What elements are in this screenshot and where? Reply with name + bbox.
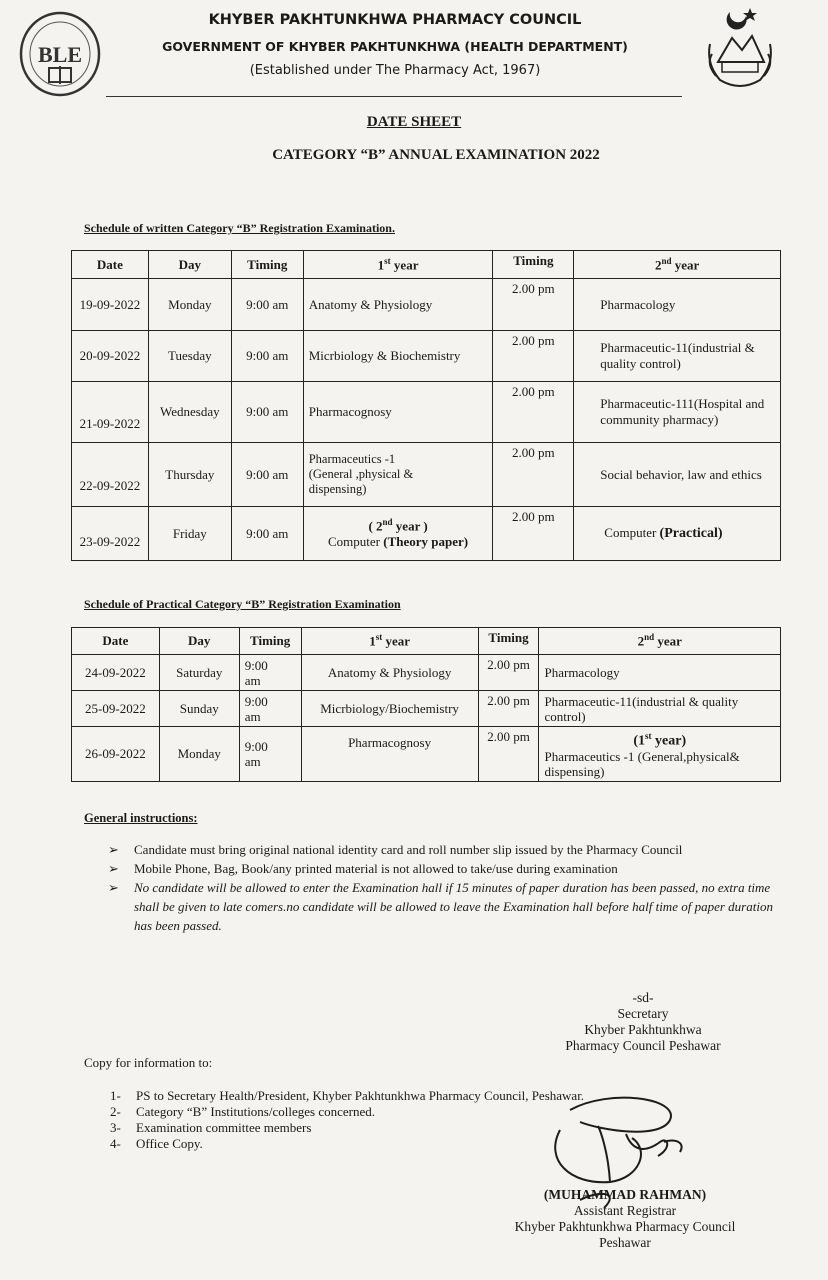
government-line: GOVERNMENT OF KHYBER PAKHTUNKHWA (HEALTH DEPARTMENT) [162, 39, 628, 54]
cell-timing-2: 2.00 pm [493, 443, 574, 507]
col-timing: Timing [231, 251, 303, 279]
registrar-block: (MUHAMMAD RAHMAN) Assistant Registrar Khyber Pakhtunkhwa Pharmacy Council Peshawar [514, 1187, 736, 1250]
col-date: Date [72, 628, 160, 655]
arrow-bullet-icon: ➢ [108, 842, 119, 857]
cell-date: 26-09-2022 [72, 727, 160, 782]
cell-first-year: Anatomy & Physiology [301, 655, 478, 691]
cell-day: Wednesday [148, 382, 231, 443]
col-first-year: 1st year [303, 251, 493, 279]
table-row [72, 691, 781, 727]
secretary-block: -sd- Secretary Khyber Pakhtunkhwa Pharmacy Council Peshawar [565, 990, 721, 1053]
cell-timing: 9:00 am [239, 691, 301, 727]
col-date: Date [72, 251, 149, 279]
cell-timing-2: 2.00 pm [493, 507, 574, 561]
cell-day: Sunday [159, 691, 239, 727]
table-row [72, 331, 781, 382]
cell-first-year: ( 2nd year ) Computer (Theory paper) [303, 507, 493, 561]
cell-first-year: Pharmacognosy [301, 727, 478, 782]
cell-first-year: Pharmaceutics -1 (General ,physical & dispensing) [303, 443, 493, 507]
written-schedule-table [71, 250, 781, 561]
cell-date: 19-09-2022 [72, 279, 149, 331]
cell-timing-2: 2.00 pm [493, 331, 574, 382]
col-second-year: 2nd year [574, 251, 781, 279]
kp-government-emblem [700, 4, 780, 94]
cell-second-year: Computer (Practical) [574, 507, 781, 561]
cell-second-year: Social behavior, law and ethics [574, 443, 781, 507]
pharmacy-council-logo [18, 10, 102, 98]
cell-second-year: Pharmaceutic-111(Hospital and community pharmacy) [574, 382, 781, 443]
col-timing: Timing [239, 628, 301, 655]
cell-date: 21-09-2022 [72, 382, 149, 443]
list-item: 1- PS to Secretary Health/President, Khyber Pakhtunkhwa Pharmacy Council, Peshawar. [110, 1088, 585, 1103]
table-row [72, 443, 781, 507]
col-timing-2: Timing [493, 251, 574, 279]
col-day: Day [148, 251, 231, 279]
arrow-bullet-icon: ➢ [108, 880, 119, 895]
col-second-year: 2nd year [539, 628, 781, 655]
cell-timing-2: 2.00 pm [493, 279, 574, 331]
cell-timing-2: 2.00 pm [478, 727, 539, 782]
cell-timing: 9:00 am [231, 382, 303, 443]
col-day: Day [159, 628, 239, 655]
cell-first-year: Anatomy & Physiology [303, 279, 493, 331]
list-item: 4- Office Copy. [110, 1136, 203, 1151]
year-note: (1st year) [633, 731, 687, 749]
svg-text:BLE: BLE [37, 42, 83, 67]
table-row [72, 279, 781, 331]
list-item: ➢ No candidate will be allowed to enter the Examination hall if 15 minutes of paper duration has been passed, no extra time shall be given to late comers.no candidate will be allowed to leave the Examination hall before half time of paper duration has been passed. [108, 880, 773, 933]
cell-first-year: Micrbiology/Biochemistry [301, 691, 478, 727]
doc-title: DATE SHEET [366, 114, 462, 130]
year-note: ( 2nd year ) [368, 516, 428, 534]
cell-day: Tuesday [148, 331, 231, 382]
cell-date: 22-09-2022 [72, 443, 149, 507]
cell-timing-2: 2.00 pm [493, 382, 574, 443]
cell-second-year: Pharmaceutic-11(industrial & quality control) [539, 691, 781, 727]
doc-subtitle: CATEGORY “B” ANNUAL EXAMINATION 2022 [272, 147, 600, 163]
table-row [72, 655, 781, 691]
cell-date: 23-09-2022 [72, 507, 149, 561]
copy-heading: Copy for information to: [84, 1055, 213, 1070]
instructions-heading: General instructions: [84, 811, 198, 825]
org-name: KHYBER PAKHTUNKHWA PHARMACY COUNCIL [208, 12, 582, 28]
instructions-list [108, 840, 778, 935]
list-item: 2- Category “B” Institutions/colleges concerned. [110, 1104, 375, 1119]
cell-second-year: Pharmacology [574, 279, 781, 331]
col-first-year: 1st year [301, 628, 478, 655]
cell-day: Saturday [159, 655, 239, 691]
cell-date: 20-09-2022 [72, 331, 149, 382]
list-item: ➢ Candidate must bring original national identity card and roll number slip issued by the Pharmacy Council [108, 842, 683, 857]
cell-timing-2: 2.00 pm [478, 655, 539, 691]
table-row [72, 507, 781, 561]
cell-second-year: Pharmacology [539, 655, 781, 691]
cell-timing: 9:00 am [231, 443, 303, 507]
cell-day: Monday [148, 279, 231, 331]
header-rule [106, 96, 682, 97]
cell-day: Monday [159, 727, 239, 782]
table-row [72, 727, 781, 782]
cell-first-year: Micrbiology & Biochemistry [303, 331, 493, 382]
cell-timing-2: 2.00 pm [478, 691, 539, 727]
cell-timing: 9:00 am [231, 507, 303, 561]
cell-timing: 9:00 am [231, 331, 303, 382]
cell-timing: 9:00 am [231, 279, 303, 331]
cell-timing: 9:00 am [239, 655, 301, 691]
cell-first-year: Pharmacognosy [303, 382, 493, 443]
list-item: 3- Examination committee members [110, 1120, 312, 1135]
list-item: ➢ Mobile Phone, Bag, Book/any printed material is not allowed to take/use during examination [108, 861, 618, 876]
practical-heading: Schedule of Practical Category “B” Registration Examination [84, 597, 401, 611]
established-line: (Established under The Pharmacy Act, 1967) [249, 63, 541, 78]
written-heading: Schedule of written Category “B” Registration Examination. [84, 221, 395, 235]
cell-day: Friday [148, 507, 231, 561]
col-timing-2: Timing [478, 628, 539, 655]
cell-day: Thursday [148, 443, 231, 507]
cell-date: 25-09-2022 [72, 691, 160, 727]
cell-second-year: Pharmaceutic-11(industrial & quality control) [574, 331, 781, 382]
arrow-bullet-icon: ➢ [108, 861, 119, 876]
table-row [72, 382, 781, 443]
cell-timing: 9:00 am [239, 727, 301, 782]
cell-second-year: (1st year) Pharmaceutics -1 (General,physical& dispensing) [539, 727, 781, 782]
cell-date: 24-09-2022 [72, 655, 160, 691]
practical-schedule-table [71, 627, 781, 782]
